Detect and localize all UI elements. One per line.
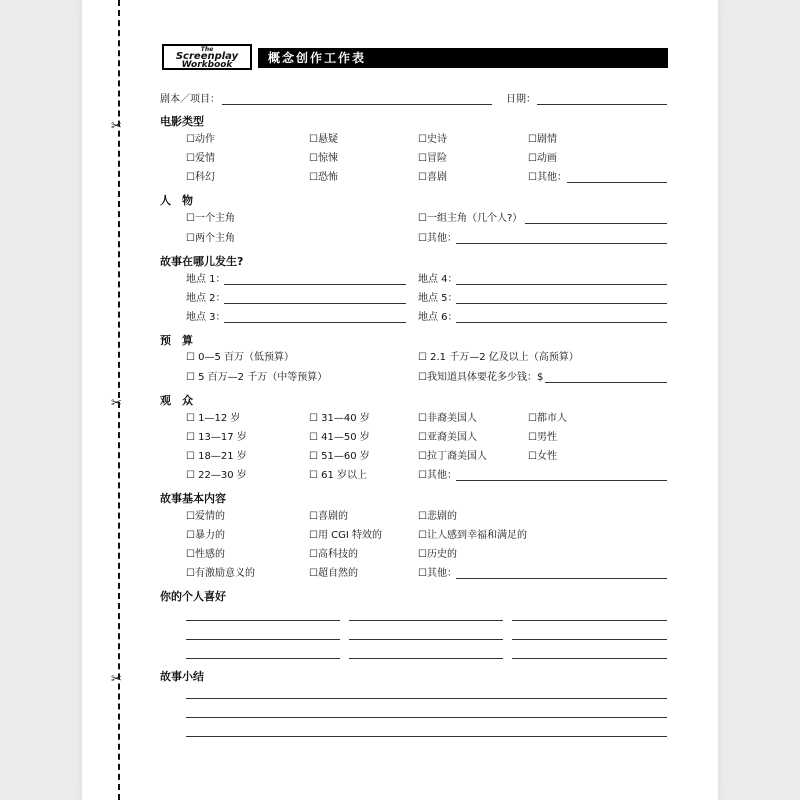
character-option[interactable]: ☐两个主角 <box>186 233 235 244</box>
character-option[interactable]: ☐一组主角（几个人?） <box>418 213 523 224</box>
budget-option[interactable]: ☐ 0—5 百万（低预算） <box>186 352 295 363</box>
audience-option[interactable]: ☐其他： <box>418 470 457 481</box>
location-label: 地点 1： <box>186 274 226 285</box>
project-field[interactable] <box>222 104 492 105</box>
audience-option[interactable]: ☐非裔美国人 <box>418 413 477 424</box>
content-option[interactable]: ☐让人感到幸福和满足的 <box>418 530 527 541</box>
preference-field[interactable] <box>186 620 340 621</box>
audience-option[interactable]: ☐女性 <box>528 451 557 462</box>
audience-option[interactable]: ☐ 18—21 岁 <box>186 451 247 462</box>
character-option[interactable]: ☐一个主角 <box>186 213 235 224</box>
content-option[interactable]: ☐超自然的 <box>309 568 358 579</box>
genre-option[interactable]: ☐其他： <box>528 172 567 183</box>
content-option[interactable]: ☐悲剧的 <box>418 511 457 522</box>
content-heading: 故事基本内容 <box>160 492 226 505</box>
genre-option[interactable]: ☐动作 <box>186 134 215 145</box>
location-field[interactable] <box>224 303 406 304</box>
summary-field[interactable] <box>186 717 667 718</box>
summary-heading: 故事小结 <box>160 670 204 683</box>
location-label: 地点 5： <box>418 293 458 304</box>
budget-option[interactable]: ☐我知道具体要花多少钱：$ <box>418 372 544 383</box>
content-option[interactable]: ☐其他： <box>418 568 457 579</box>
scissors-icon: ✂ <box>111 672 122 687</box>
audience-heading: 观 众 <box>160 394 193 407</box>
budget-option[interactable]: ☐ 5 百万—2 千万（中等预算） <box>186 372 328 383</box>
genre-option[interactable]: ☐悬疑 <box>309 134 338 145</box>
content-option[interactable]: ☐喜剧的 <box>309 511 348 522</box>
scissors-icon: ✂ <box>111 119 122 134</box>
content-option[interactable]: ☐爱情的 <box>186 511 225 522</box>
location-label: 地点 3： <box>186 312 226 323</box>
content-other-field[interactable] <box>456 578 667 579</box>
preference-field[interactable] <box>512 658 667 659</box>
genre-option[interactable]: ☐科幻 <box>186 172 215 183</box>
character-option[interactable]: ☐其他： <box>418 233 457 244</box>
preference-field[interactable] <box>512 639 667 640</box>
summary-field[interactable] <box>186 698 667 699</box>
preference-field[interactable] <box>512 620 667 621</box>
logo-line-2: Screenplay <box>175 51 239 62</box>
content-option[interactable]: ☐历史的 <box>418 549 457 560</box>
logo-line-3: Workbook <box>181 60 233 70</box>
location-field[interactable] <box>456 284 667 285</box>
location-label: 地点 4： <box>418 274 458 285</box>
audience-option[interactable]: ☐ 1—12 岁 <box>186 413 241 424</box>
character-other-field[interactable] <box>456 243 667 244</box>
preference-field[interactable] <box>349 620 503 621</box>
audience-option[interactable]: ☐都市人 <box>528 413 567 424</box>
budget-heading: 预 算 <box>160 334 193 347</box>
summary-field[interactable] <box>186 736 667 737</box>
location-field[interactable] <box>224 322 406 323</box>
audience-option[interactable]: ☐ 51—60 岁 <box>309 451 370 462</box>
audience-option[interactable]: ☐拉丁裔美国人 <box>418 451 487 462</box>
preference-field[interactable] <box>349 639 503 640</box>
location-heading: 故事在哪儿发生? <box>160 255 244 268</box>
location-field[interactable] <box>456 322 667 323</box>
budget-amount-field[interactable] <box>545 382 667 383</box>
genre-option[interactable]: ☐恐怖 <box>309 172 338 183</box>
date-field[interactable] <box>537 104 667 105</box>
worksheet-header <box>158 44 668 70</box>
genre-option[interactable]: ☐爱情 <box>186 153 215 164</box>
scissors-icon: ✂ <box>111 396 122 411</box>
budget-option[interactable]: ☐ 2.1 千万—2 亿及以上（高预算） <box>418 352 579 363</box>
preference-field[interactable] <box>186 639 340 640</box>
content-option[interactable]: ☐暴力的 <box>186 530 225 541</box>
location-label: 地点 6： <box>418 312 458 323</box>
audience-option[interactable]: ☐亚裔美国人 <box>418 432 477 443</box>
character-group-field[interactable] <box>525 223 667 224</box>
genre-option[interactable]: ☐惊悚 <box>309 153 338 164</box>
genre-option[interactable]: ☐剧情 <box>528 134 557 145</box>
worksheet-title: 概念创作工作表 <box>268 51 367 65</box>
date-label: 日期： <box>506 94 536 105</box>
audience-option[interactable]: ☐ 41—50 岁 <box>309 432 370 443</box>
characters-heading: 人 物 <box>160 194 193 207</box>
audience-option[interactable]: ☐ 13—17 岁 <box>186 432 247 443</box>
genre-option[interactable]: ☐冒险 <box>418 153 447 164</box>
preference-field[interactable] <box>349 658 503 659</box>
preference-field[interactable] <box>186 658 340 659</box>
genre-option[interactable]: ☐动画 <box>528 153 557 164</box>
project-label: 剧本／项目： <box>160 94 220 105</box>
content-option[interactable]: ☐性感的 <box>186 549 225 560</box>
content-option[interactable]: ☐有激励意义的 <box>186 568 255 579</box>
location-field[interactable] <box>224 284 406 285</box>
logo-line-1: The <box>200 46 214 53</box>
audience-option[interactable]: ☐男性 <box>528 432 557 443</box>
genre-heading: 电影类型 <box>160 115 204 128</box>
workbook-logo <box>162 44 252 70</box>
genre-other-field[interactable] <box>567 182 667 183</box>
genre-option[interactable]: ☐喜剧 <box>418 172 447 183</box>
content-option[interactable]: ☐高科技的 <box>309 549 358 560</box>
location-field[interactable] <box>456 303 667 304</box>
audience-option[interactable]: ☐ 22—30 岁 <box>186 470 247 481</box>
preference-heading: 你的个人喜好 <box>160 590 226 603</box>
genre-option[interactable]: ☐史诗 <box>418 134 447 145</box>
location-label: 地点 2： <box>186 293 226 304</box>
audience-option[interactable]: ☐ 31—40 岁 <box>309 413 370 424</box>
content-option[interactable]: ☐用 CGI 特效的 <box>309 530 383 541</box>
audience-other-field[interactable] <box>456 480 667 481</box>
audience-option[interactable]: ☐ 61 岁以上 <box>309 470 368 481</box>
